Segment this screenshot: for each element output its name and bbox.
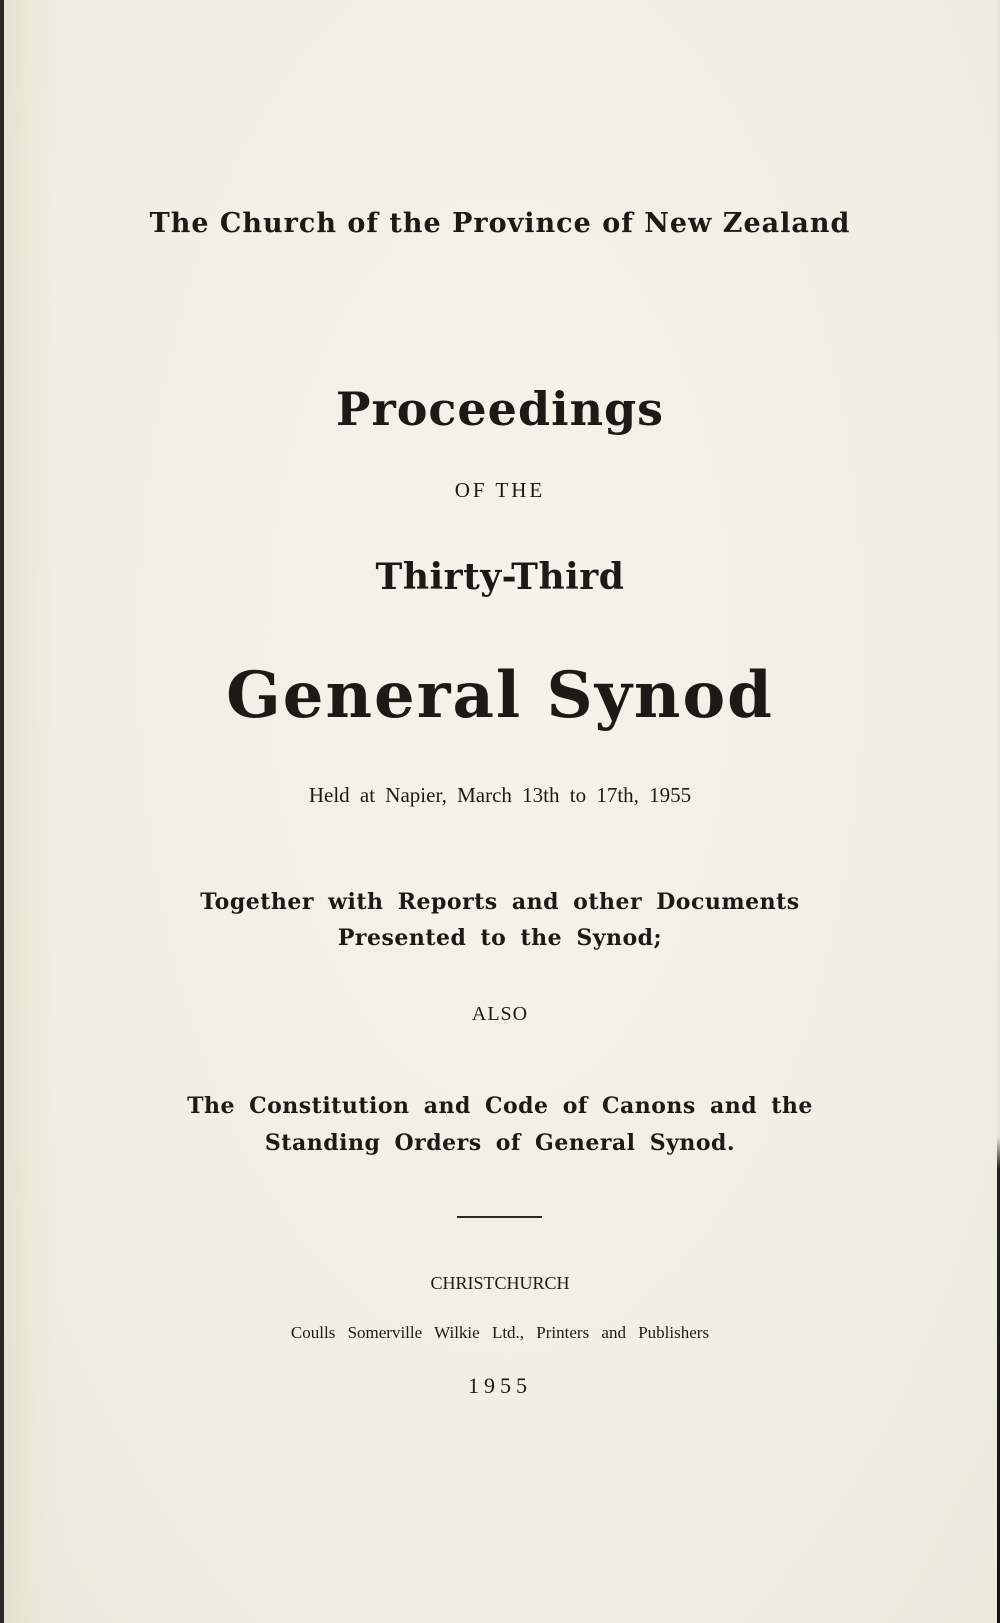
constitution-line-1: The Constitution and Code of Canons and the	[187, 1093, 813, 1119]
church-header: The Church of the Province of New Zealand	[149, 208, 851, 239]
title-general-synod: General Synod	[226, 658, 774, 733]
title-of-the: OF THE	[454, 478, 546, 502]
held-at-line: Held at Napier, March 13th to 17th, 1955	[308, 783, 692, 807]
together-line-1: Together with Reports and other Documents	[200, 889, 800, 915]
constitution-line-2: Standing Orders of General Synod.	[264, 1130, 736, 1156]
imprint-printer: Coulls Somerville Wilkie Ltd., Printers and Publishers	[290, 1323, 710, 1342]
together-line-2: Presented to the Synod;	[337, 925, 663, 951]
divider-rule	[457, 1216, 542, 1218]
title-thirty-third: Thirty-Third	[375, 556, 625, 598]
title-proceedings: Proceedings	[335, 382, 665, 436]
imprint-year: 1955	[468, 1373, 532, 1398]
imprint-city: CHRISTCHURCH	[430, 1273, 570, 1293]
also-label: ALSO	[471, 1003, 529, 1025]
